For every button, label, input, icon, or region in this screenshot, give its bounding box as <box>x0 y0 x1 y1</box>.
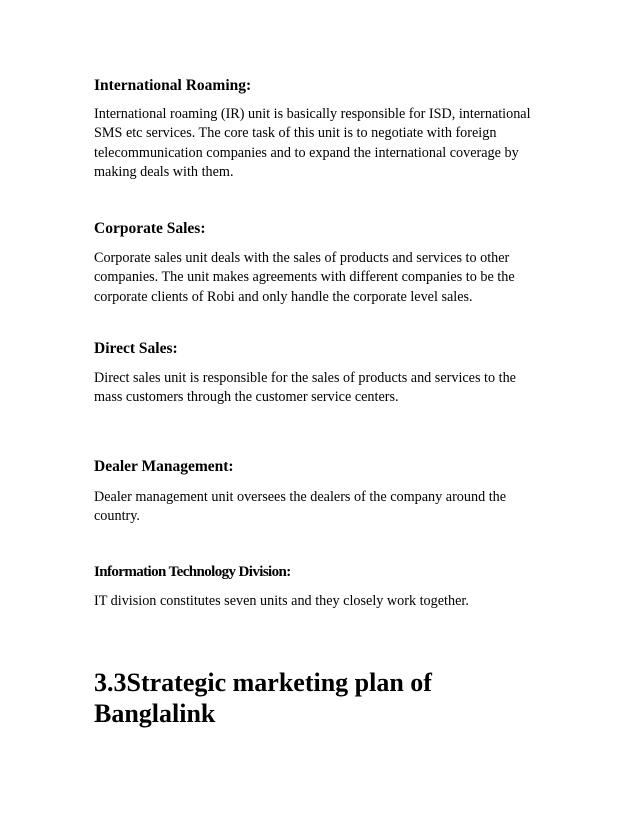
body-line: Direct sales unit is responsible for the sales of products and services to the <box>94 370 516 386</box>
section-body-international-roaming <box>94 105 531 183</box>
section-heading-information-technology: Information Technology Division: <box>94 564 291 580</box>
chapter-heading-line: 3.3Strategic marketing plan of <box>94 668 432 697</box>
body-line: Corporate sales unit deals with the sales of products and services to other <box>94 250 510 266</box>
section-heading-corporate-sales: Corporate Sales: <box>94 220 206 237</box>
section-body-direct-sales <box>94 369 516 408</box>
section-body-corporate-sales <box>94 249 515 307</box>
body-line: companies. The unit makes agreements with different companies to be the <box>94 269 515 286</box>
section-heading-dealer-management: Dealer Management: <box>94 458 234 475</box>
body-line: telecommunication companies and to expand the international coverage by <box>94 144 519 161</box>
body-line: International roaming (IR) unit is basically responsible for ISD, international <box>94 106 531 122</box>
body-line: country. <box>94 508 140 525</box>
body-line: corporate clients of Robi and only handle the corporate level sales. <box>94 288 473 305</box>
section-heading-direct-sales: Direct Sales: <box>94 340 178 357</box>
section-heading-international-roaming: International Roaming: <box>94 77 252 94</box>
chapter-heading <box>94 667 432 729</box>
body-line: SMS etc services. The core task of this unit is to negotiate with foreign <box>94 125 497 142</box>
body-line: Dealer management unit oversees the dealers of the company around the <box>94 489 507 505</box>
section-body-dealer-management <box>94 488 506 527</box>
body-line: mass customers through the customer service centers. <box>94 389 399 406</box>
section-body-information-technology <box>94 592 469 611</box>
body-line: making deals with them. <box>94 164 234 181</box>
body-line: IT division constitutes seven units and they closely work together. <box>94 593 469 609</box>
chapter-heading-line: Banglalink <box>94 699 216 728</box>
